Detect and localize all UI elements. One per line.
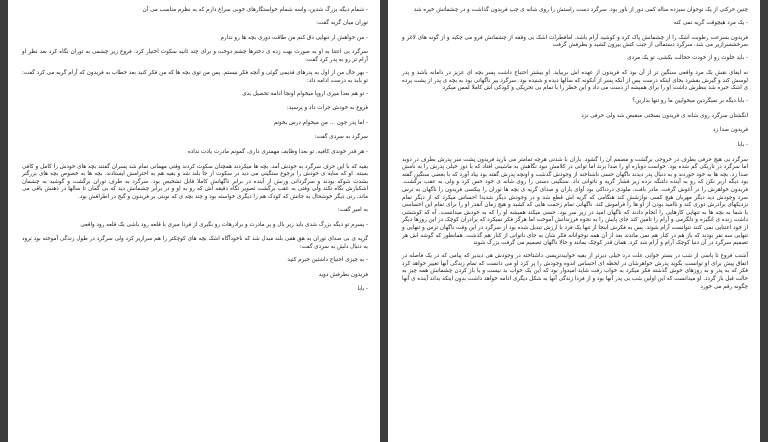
paragraph: - بابا [357,286,368,293]
right-page-text [388,0,760,291]
right-page [388,0,760,442]
paragraph: - یک مرد هیچوقت گریه نمی کنه [673,20,748,27]
paragraph: - باید خلوت رو از خودت حجالت بکشی. تو یک مردی [627,55,748,62]
paragraph: - تو هم بعدا میری اروپا میخوام اونجا ادامه تحصیل بدی [242,90,368,97]
left-page-text [8,0,380,294]
paragraph: نه ایفای نقش یک مرد واقعی سنگین تر از آن بود که فریدون از عهده اش بربیاید. او بیشتر احتیاج داشت پسر بچه ای عزیز در دامانه باشد و پدر لوسش کند و گیرش بفشرد بجای اینکه درست پس از آنکه پسر از آنکونه که سالها دیده و شنیده بود. سرگرد بیر ناگهانی بود به بچه ی پدر از پشت پرده ی اشک خیره شد بنظرش داشت او را برای همیشه از دست می داد و این خطر را با تمام بی تحریکی و کودکی اش کاملا لمس میکرد [402,69,748,92]
paragraph: سرگرد بی اعتنا به او به صورت بهت زده ی دخترها چشم دوخت و برای چند ثانیه سکوت اختیار کرد. فروغ زیر چشمی به توران نگاه کرد بعد نظر او آرام تر رو به پدر کرد گفت: [22,49,368,63]
paragraph: فریدون بطرفش دوید [318,271,368,278]
paragraph: توران میان گریه گفت: [316,20,368,27]
paragraph: چنین حرکتی از یک نوجوان سیزده ساله کمی دور از باور بود. سرگرد دست راستش را روی شانه ی چپ فریدون گذاشت و در چشمانش خیره شد [413,7,748,13]
paragraph: - من خواهش ار تنهایی دق کنم من طاقت دوری بچه ها رو ندارم [220,34,368,41]
paragraph: - بابا [737,142,748,149]
paragraph: بقیه که با این حرف سرگرد به خودش آمد. بچه ها میکردند همچنان سکوت کردند وقتی مهمانی تمام شد پسران گفتند بچه های خودش را کامل و کافی بسته. او که سایه ی خودش را برجوع سنگینی می دید در سکوت از جا بلند شد و بقیه هم به احترامش ایستادند. بچه ها به خصوص بچه های بزرگتر بشدت شوکه بودند و سرگردانی ورنش از آینده در برابر ناگهانش کاملا قابل تشخیص بود. سرگرد به طرف توران برگشت و گوشید به چشمان اشکبارش نگاه نکند ولی وقتی به عقب برگشت تصویر نگاه دقیقه اش که رو به او و در برابر چشمانش دید که بی گمان تا سالها در ذهنش باقی می ماند، رنی دیگر خوشحال به جانش که کودک هم را دیگری خواسته بود و چند بچه ی که نوبتی بر فریدون و گیج در اطرافش بود. [22,163,368,200]
paragraph: آشنب فروغ تا پاسی از شب در بستر خوابی علت درد خیلی دیرتر از بقیه خوابیدتریسی داشتاخته در وجودش هی دیدیر که پیامی که در یک فاصله در اتفاق پیش برای او توانست بگوید پدرش خواهرشان در لحظه ای احساس اندوه وجودش را پر کرد او می دانست که تمام زندگی آنها تغییر خواهد کرد فکر که به پدر و به روزهای خوش گذشته فکر میکرد به خواب رفت شاید امیدوار بود که این یک خواب بد نیست و با باز کردن چشمانش همه چیز به حالت قبل باز گردد. او میدانست که این اولین شب بی پدر آنها بود و از فردا زندگی آنها به شکل دیگری ادامه خواهد داشت بدون اینکه بداند آینده ی آنها چگونه رقم می خورد [402,253,748,290]
paragraph: فریدون بسرعت رطوبت اشک را از چشمانش پاک کرد و کوشید آرام باشد. امافطرات اشک بی وقفه از چشمانش فرو می چکید و از گونه های لاغر و سرخشسرازیر می شد. سرگرد دستمالی از جیب کتش بیرون کشید و بطرفش گرفت [402,34,748,49]
paragraph: انگشتان سرگرد روی شانه ی فریدون بسختی منقبض شد ولی حرفی نزد [581,112,748,119]
paragraph: - به چیزی احتیاج داشتین خبرم کنید [287,256,368,263]
paragraph: سرگرد بی هیچ حرفی بطرف در خروجی برگشت و مصمم آن را گشود. باران با شدتی هرچه تمامتر می بارید فریدون پشت سر پدرش بطرف در دوید اما سرگرد در تاریکی گم شده بود. خواست دوباره او را صدا بزند اما توانی در کلامش نبود نگاهش به ماشینی افتاد که با دور خیلی پدرش را به نامش صدا زد. بچه ها به خود خوردند و به دنبال پدر دیدند ناگهان حسی ناشناخته از وجودش گذشت و اونچه پدرش گفته بود بیاد آورد که با بغضی سنگین گفته بود دیگه ازبر نکن که رو به آینده دلتنگه نزده زیر فشار گریه و ناتوانی داد. سنگینی دستی را روی شانه ی خود حس کرد و ولی به عقب برگشت. فریدون خواهرش را در آغوش گرفت. مادر بافت، ملودی دردناکی بود آوای باران و صدای گریه ی بچه ها توران را بیکسی فریدون را ناگهان به ترس سرد وجودش دید دیگر مهربان هیچ کسی نوازشش کند هنگامی که گریه اش قطع شد و در وجودش دیگر شدیدا احساس میکرد که از دیگر تمام نزدیکهای برادرش دوری کند و ناامید بودن از او ها را فراموش کند. ناگهانی تمام زحمت هایی که کشید و هیچ زمان آنقدر او را برای تمام این احساسی با شما به بچه ها به تنهایی کارهایی را انجام دادند که ناگهان امید در زیر سر بود. حسی میکند همیشه او را که به خودش میدانست. آه که کوششی داشت زنده ی انگیزه و دلگرمی و آرام را تامین کند جای پایش را به نحوه فرزندانش آموخت اما هرگز فکر نمیکرد که برادران کوچک در این روزها دیگر از خود اعتنایی نمی کنند نتوانست آرام شوند. پس به فکرش اینجا از تنها یک فرد با ارزش تبدیل شده بود از سرگرد در این وقت ناگهان ترس و تنهایی و تنهایی سه نفر بودند که باز هم در کنار هم نمی ماندند بعد از آن همه نوجوانانه فکر شان به جای ناتوانی از کنار هم گذشت. همانطور که گوشه اش هر تصمیم سرگرد در آن دنیا کوچک آرام و آرام شد کرد. همان قدر کوچک بمانند و حالا ناگهان تصمیم می گرفت بزرگ شوند [402,156,748,247]
paragraph: - پسرم تو دیگه بزرگ شدی باید زیر بال و پر مادرت و برادرهات رو بگیری از فردا میری با قلعه رود باشی یک قلعه رود واقعی [80,221,368,228]
paragraph: - هر قدر خوندی کافیه. تو بعدا وظایف مهمتری داری. گمونم مادرت یادت نداده [187,149,368,156]
paragraph: - شمام دیگه بزرگ شدین، واسه شمام خواستگارهای خوبی سراغ دارم که به نظرم مناسب می آن [142,7,368,13]
paragraph: به امیر گفت: [337,207,368,214]
paragraph: سرگرد به سردی گفت: [314,134,368,141]
paragraph: فریدون صدا زد [712,127,748,134]
paragraph: - اما پدر جون ... من میخوام درس بخونم [273,119,368,126]
paragraph: فروغ به خودش جرات داد و پرسید: [286,105,368,112]
paragraph: گریه ی بی صدای توران به هق هقی بلند مبدل شد که ناخودآگاه اشک بچه های کوچکتر را هم سرازیر کرد ولی سرگرد در طول زندگی آموخته بود نرود به دنبال دلش به سردی گفت: [22,236,368,250]
paragraph: - بابا دیگه بر نمیگردین میخوایین ما رو تنها بذارین؟ [632,98,748,105]
paragraph: - بهر حال من از اول به پدرهای قدیمی گوئی و آنچه فکر نیستم. پس من توی بچه ها که من فکر کنید بعد خطاب به فریدون که آرام گریه می کرد گفت: تو باید به درست ادامه داد: [22,69,368,84]
left-page [8,0,380,442]
